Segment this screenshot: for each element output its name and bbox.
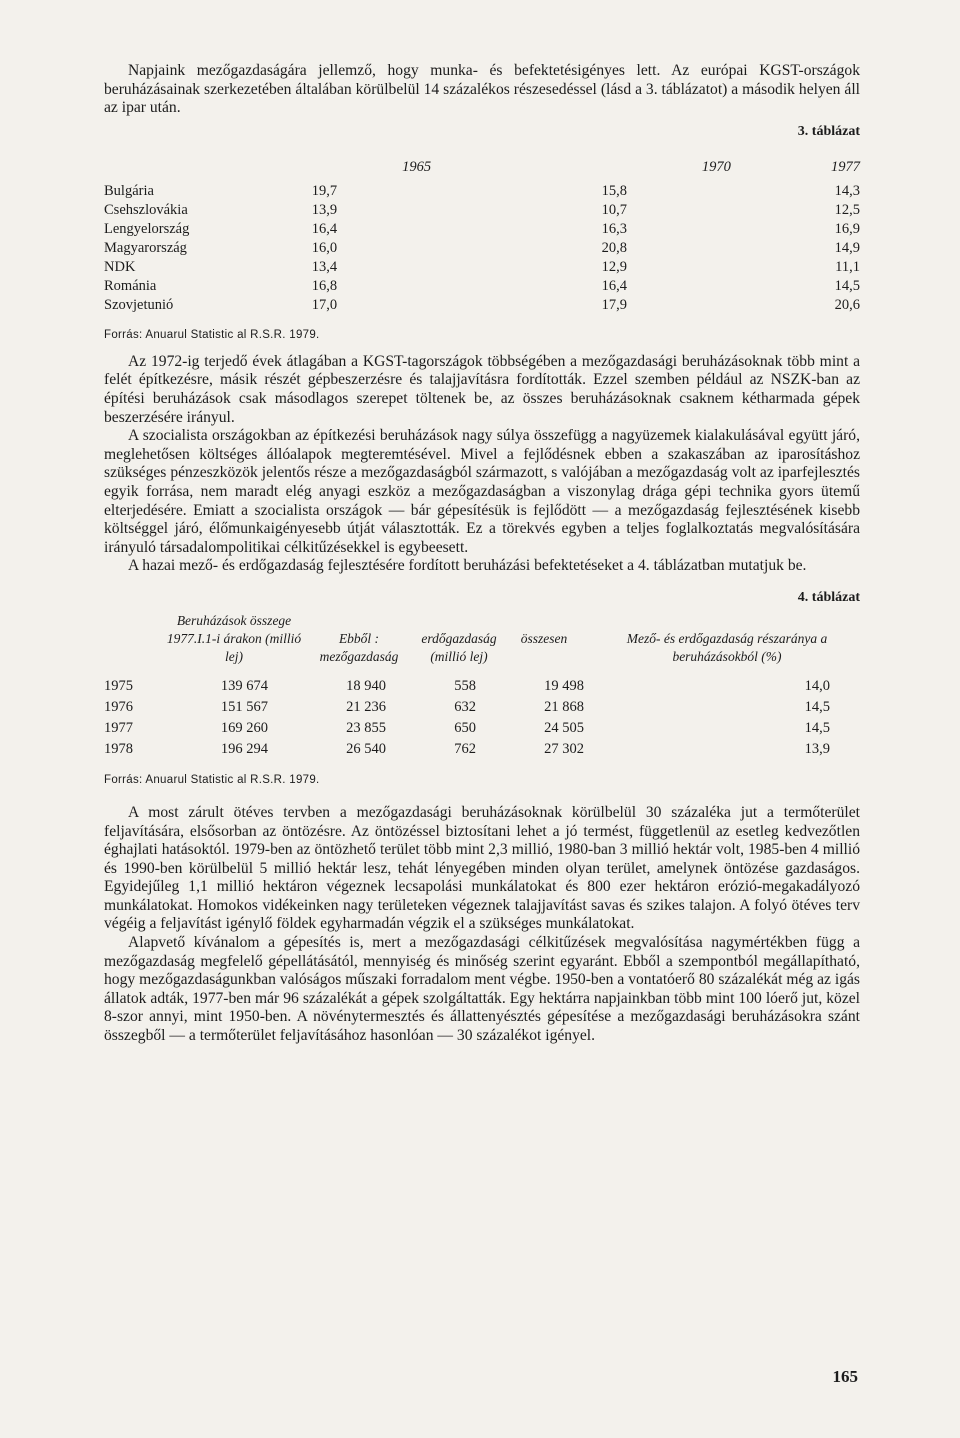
- table4-head-mezo: mezőgazdaság: [319, 648, 399, 664]
- table4-label: 4. táblázat: [797, 589, 860, 605]
- table-row: Bulgária 19,7 15,8 14,3: [104, 182, 860, 199]
- table-row: 1978 196 294 26 540 762 27 302 13,9: [104, 740, 830, 757]
- table3-year-1970: 1970: [701, 158, 731, 175]
- table-row: Lengyelország 16,4 16,3 16,9: [104, 220, 860, 237]
- paragraph-5: Alapvető kívánalom a gépesítés is, mert a mezőgazdasági célkitűzések megvalósítása nagymértékben függ a mezőgazdaság megfelelő gépellátásától, mennyiség és minőség szerint egyaránt. Ebből a szempontból megállapítható, hogy mezőgazdaságunkban valóságos műszaki forradalom ment végbe. 1950-ben a vontatóerő 80 százalékát még az igás állatok adták, 1977-ben már 96 százalékát a gépek szolgáltatták. Egy hektárra napjainkban több mint 100 lóerő jut, közel 8-szor annyi, mint 1950-ben. A növénytermesztés és állattenyésztés gépesítése a mezőgazdasági beruházásokra szánt összegből — a termőterület feljavításához hasonlóan — 30 százalékot igényel.: [104, 934, 860, 1045]
- table-row: 1977 169 260 23 855 650 24 505 14,5: [104, 719, 830, 736]
- table4-header: [104, 612, 860, 666]
- paragraph-3: A hazai mező- és erdőgazdaság fejlesztésére fordított beruházási befektetéseket a 4. táblázatban mutatjuk be.: [128, 557, 807, 575]
- table3-label: 3. táblázat: [797, 123, 860, 139]
- intro-paragraph: Napjaink mezőgazdaságára jellemző, hogy munka- és befektetésigényes lett. Az európai KGST-országok beruházásainak szerkezetében általában körülbelül 14 százalékos részesedéssel (lásd a 3. táblázatot) a második helyen áll az ipar után.: [104, 62, 860, 117]
- paragraph-2: A szocialista országokban az építkezési beruházások nagy súlya összefügg a nagyüzemek kialakulásával együtt járó, meglehetősen költséges állóalapok megteremtésével. Mivel a fejlődésnek ebben a szakaszában az iparosításhoz szükséges pénzeszközök jelentős része a mezőgazdaságból származott, s valójában a mezőgazdaság volt az iparfejlesztés egyik forrása, nem maradt elég anyagi eszköz a mezőgazdaságban a viszonylag drága gépi technika gyors ütemű elterjedésére. Emiatt a szocialista országok — bár gépesítésük is fejlődött — a mezőgazdaság fejlesztésének kisebb költséggel járó, élőmunkaigényesebb útját választották. Ez a törekvés egyben a teljes foglalkoztatás megvalósítására irányuló társadalompolitikai célkitűzésekkel is egybeesett.: [104, 427, 860, 556]
- table4-head-ebbol: Ebből :: [338, 630, 380, 646]
- table4-head-erdo: erdőgazdaság: [421, 630, 497, 646]
- paragraph-1: Az 1972-ig terjedő évek átlagában a KGST-tagországok többségében a mezőgazdasági beruházásoknak több mint a felét építkezésre, másik részét gépbeszerzésre és talajjavításra fordították. Ezzel szemben például az NSZK-ban az építési beruházások csak másodlagos szerepet töltenek be, az összes beruházásoknak csaknem kétharmada gépek beszerzésére irányul.: [104, 352, 860, 426]
- page-body: [104, 62, 860, 1046]
- table3-header: [104, 140, 860, 182]
- table4-head-unit: (millió lej): [430, 648, 488, 664]
- page-number: 165: [832, 1367, 858, 1386]
- table3: [104, 140, 860, 315]
- paragraph-4: A most zárult ötéves tervben a mezőgazdasági beruházásoknak körülbelül 30 százaléka jut a termőterület feljavítására, elsősorban az öntözésre. Az öntözéssel biztosítani lehet a jó termést, függetlenül az esetleg kedvezőtlen éghajlati hatásoktól. 1979-ben az öntözhető terület több mint 2,3 millió, 1980-ban 3 millió hektár volt, 1985-ben 4 millió és 1990-ben körülbelül 5 millió hektár lesz, tehát lényegében minden olyan terület, amelynek öntözése gazdaságos. Egyidejűleg 1,1 millió hektáron végeznek lecsapolási munkálatokat és 800 ezer hektáron erózió-megakadályozó munkálatokat. Homokos vidékeinken nagy területeken végeznek talajjavítást savas és szikes talajon. A folyó ötéves terv végéig a feljavítást igénylő földek egyharmadán végzik el a szükséges munkálatokat.: [104, 803, 860, 933]
- table-row: Románia 16,8 16,4 14,5: [104, 277, 860, 294]
- table4-source: Forrás: Anuarul Statistic al R.S.R. 1979.: [104, 773, 320, 786]
- table4-head-total: Beruházások összege 1977.I.1-i árakon (millió lej): [166, 612, 302, 664]
- table-row: 1975 139 674 18 940 558 19 498 14,0: [104, 677, 830, 694]
- table-row: 1976 151 567 21 236 632 21 868 14,5: [104, 698, 830, 715]
- table-row: Magyarország 16,0 20,8 14,9: [104, 239, 860, 256]
- table4-head-osszesen: összesen: [520, 630, 568, 646]
- table3-year-1977: 1977: [831, 158, 860, 175]
- table4: [104, 612, 860, 760]
- table-row: Szovjetunió 17,0 17,9 20,6: [104, 296, 860, 313]
- table4-head-share: Mező- és erdőgazdaság részaránya a beruházásokból (%): [626, 630, 828, 664]
- table-row: Csehszlovákia 13,9 10,7 12,5: [104, 201, 860, 218]
- table3-source: Forrás: Anuarul Statistic al R.S.R. 1979.: [104, 328, 320, 341]
- table-row: NDK 13,4 12,9 11,1: [104, 258, 860, 275]
- table3-year-1965: 1965: [402, 158, 432, 175]
